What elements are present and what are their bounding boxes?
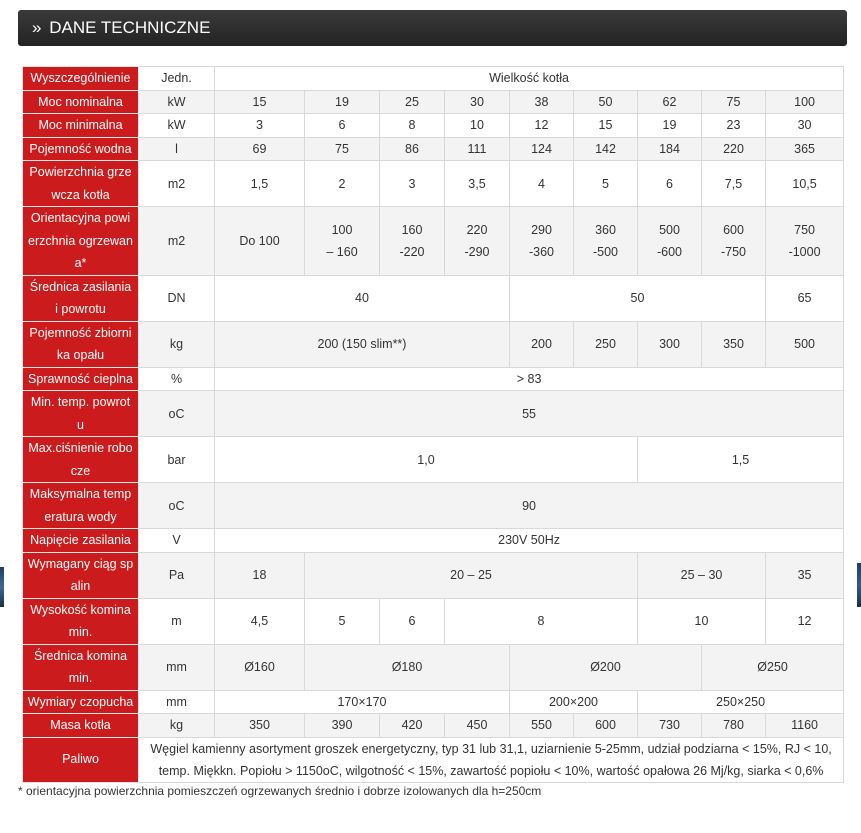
value-cell: 2 <box>305 161 380 207</box>
row-label: Wymagany ciąg sp alin <box>23 552 139 598</box>
value-cell: 7,5 <box>702 161 766 207</box>
row-label: Moc minimalna <box>23 114 139 138</box>
row-label: Paliwo <box>23 737 139 782</box>
table-row <box>23 737 844 782</box>
value-cell: 360 -500 <box>574 207 638 276</box>
table-row <box>23 207 844 276</box>
value-cell: 75 <box>305 137 380 161</box>
value-cell: 420 <box>380 714 445 738</box>
row-label: Wyszczególnienie <box>23 67 139 91</box>
value-cell: 100 <box>766 90 844 114</box>
unit-cell: kW <box>139 114 215 138</box>
value-cell: 18 <box>215 552 305 598</box>
value-cell: 124 <box>510 137 574 161</box>
value-cell: 100 – 160 <box>305 207 380 276</box>
value-cell: 19 <box>305 90 380 114</box>
value-cell: 200 (150 slim**) <box>215 321 510 367</box>
value-cell: 200 <box>510 321 574 367</box>
table-row <box>23 644 844 690</box>
table-row <box>23 367 844 391</box>
value-cell: 30 <box>766 114 844 138</box>
unit-cell: oC <box>139 391 215 437</box>
value-cell: 69 <box>215 137 305 161</box>
table-row <box>23 90 844 114</box>
value-cell: 200×200 <box>510 690 638 714</box>
value-cell: 10 <box>445 114 510 138</box>
value-cell: 3,5 <box>445 161 510 207</box>
unit-cell: Pa <box>139 552 215 598</box>
value-cell: 6 <box>380 598 445 644</box>
chevron-icon: » <box>32 18 42 37</box>
table-row <box>23 391 844 437</box>
row-label: Max.ciśnienie robo cze <box>23 437 139 483</box>
value-cell: 500 -600 <box>638 207 702 276</box>
value-cell: 250 <box>574 321 638 367</box>
value-cell: 25 – 30 <box>638 552 766 598</box>
value-cell: Ø160 <box>215 644 305 690</box>
value-cell: 390 <box>305 714 380 738</box>
fuel-description: Węgiel kamienny asortyment groszek energetyczny, typ 31 lub 31,1, uziarnienie 5-25mm, udział podziarna < 15%, RJ < 10, temp. Miękkn. Popiołu > 1150oC, wilgotność < 15%, zawartość popiołu < 10%, wartość opałowa 26 Mj/kg, siarka < 0,6% <box>139 737 844 782</box>
value-cell: 12 <box>766 598 844 644</box>
table-row <box>23 552 844 598</box>
table-row <box>23 483 844 529</box>
value-cell: 3 <box>215 114 305 138</box>
value-cell: 730 <box>638 714 702 738</box>
table-row <box>23 690 844 714</box>
row-label: Min. temp. powrot u <box>23 391 139 437</box>
right-edge-thumbnail <box>857 563 861 607</box>
value-cell: 142 <box>574 137 638 161</box>
unit-cell: mm <box>139 644 215 690</box>
value-cell: 90 <box>215 483 844 529</box>
value-cell: 8 <box>445 598 638 644</box>
row-label: Masa kotła <box>23 714 139 738</box>
value-cell: 3 <box>380 161 445 207</box>
table-row <box>23 137 844 161</box>
unit-cell: mm <box>139 690 215 714</box>
value-cell: 62 <box>638 90 702 114</box>
value-cell: 4,5 <box>215 598 305 644</box>
value-cell: 8 <box>380 114 445 138</box>
value-cell: 50 <box>574 90 638 114</box>
unit-cell: kW <box>139 90 215 114</box>
left-edge-thumbnail <box>0 567 4 607</box>
value-cell: 1,0 <box>215 437 638 483</box>
value-cell: 6 <box>305 114 380 138</box>
value-cell: 23 <box>702 114 766 138</box>
value-cell: 20 – 25 <box>305 552 638 598</box>
table-row <box>23 598 844 644</box>
value-cell: 160 -220 <box>380 207 445 276</box>
value-cell: 220 -290 <box>445 207 510 276</box>
value-cell: 12 <box>510 114 574 138</box>
value-cell: > 83 <box>215 367 844 391</box>
table-row <box>23 437 844 483</box>
unit-cell: oC <box>139 483 215 529</box>
row-label: Maksymalna temp eratura wody <box>23 483 139 529</box>
footnote: * orientacyjna powierzchnia pomieszczeń ogrzewanych średnio i dobrze izolowanych dla h=250cm <box>18 784 542 798</box>
unit-cell: bar <box>139 437 215 483</box>
value-cell: 55 <box>215 391 844 437</box>
value-cell: 15 <box>574 114 638 138</box>
value-cell: Do 100 <box>215 207 305 276</box>
value-cell: 4 <box>510 161 574 207</box>
value-cell: 5 <box>574 161 638 207</box>
value-cell: 500 <box>766 321 844 367</box>
value-cell: 184 <box>638 137 702 161</box>
unit-cell: m2 <box>139 161 215 207</box>
row-label: Orientacyjna powi erzchnia ogrzewan a* <box>23 207 139 276</box>
value-cell: 10 <box>638 598 766 644</box>
value-cell: 550 <box>510 714 574 738</box>
value-cell: 75 <box>702 90 766 114</box>
value-cell: 290 -360 <box>510 207 574 276</box>
boiler-size-header: Wielkość kotła <box>215 67 844 91</box>
unit-cell: m <box>139 598 215 644</box>
value-cell: 250×250 <box>638 690 844 714</box>
value-cell: 30 <box>445 90 510 114</box>
value-cell: 10,5 <box>766 161 844 207</box>
unit-cell: m2 <box>139 207 215 276</box>
table-row <box>23 321 844 367</box>
value-cell: 50 <box>510 275 766 321</box>
value-cell: 230V 50Hz <box>215 529 844 553</box>
table-row <box>23 714 844 738</box>
value-cell: 350 <box>702 321 766 367</box>
value-cell: 1,5 <box>215 161 305 207</box>
row-label: Wysokość komina min. <box>23 598 139 644</box>
section-title: DANE TECHNICZNE <box>49 18 211 37</box>
table-row <box>23 275 844 321</box>
value-cell: 365 <box>766 137 844 161</box>
unit-header: Jedn. <box>139 67 215 91</box>
row-label: Moc nominalna <box>23 90 139 114</box>
value-cell: 750 -1000 <box>766 207 844 276</box>
value-cell: 35 <box>766 552 844 598</box>
row-label: Pojemność wodna <box>23 137 139 161</box>
value-cell: 86 <box>380 137 445 161</box>
table-row <box>23 161 844 207</box>
value-cell: 1160 <box>766 714 844 738</box>
table-row <box>23 114 844 138</box>
row-label: Sprawność cieplna <box>23 367 139 391</box>
value-cell: 600 -750 <box>702 207 766 276</box>
unit-cell: V <box>139 529 215 553</box>
value-cell: 111 <box>445 137 510 161</box>
unit-cell: kg <box>139 321 215 367</box>
value-cell: Ø250 <box>702 644 844 690</box>
section-header <box>18 10 847 46</box>
unit-cell: DN <box>139 275 215 321</box>
value-cell: 780 <box>702 714 766 738</box>
row-label: Powierzchnia grze wcza kotła <box>23 161 139 207</box>
table-row <box>23 529 844 553</box>
value-cell: 19 <box>638 114 702 138</box>
unit-cell: l <box>139 137 215 161</box>
value-cell: Ø200 <box>510 644 702 690</box>
value-cell: 65 <box>766 275 844 321</box>
row-label: Napięcie zasilania <box>23 529 139 553</box>
value-cell: 5 <box>305 598 380 644</box>
unit-cell: kg <box>139 714 215 738</box>
value-cell: 40 <box>215 275 510 321</box>
value-cell: 25 <box>380 90 445 114</box>
row-label: Średnica zasilania i powrotu <box>23 275 139 321</box>
unit-cell: % <box>139 367 215 391</box>
value-cell: 300 <box>638 321 702 367</box>
value-cell: 220 <box>702 137 766 161</box>
value-cell: 350 <box>215 714 305 738</box>
value-cell: 6 <box>638 161 702 207</box>
value-cell: 170×170 <box>215 690 510 714</box>
row-label: Wymiary czopucha <box>23 690 139 714</box>
row-label: Pojemność zbiorni ka opału <box>23 321 139 367</box>
value-cell: Ø180 <box>305 644 510 690</box>
value-cell: 15 <box>215 90 305 114</box>
value-cell: 1,5 <box>638 437 844 483</box>
row-label: Średnica komina min. <box>23 644 139 690</box>
value-cell: 38 <box>510 90 574 114</box>
value-cell: 450 <box>445 714 510 738</box>
value-cell: 600 <box>574 714 638 738</box>
table-header-row <box>23 67 844 91</box>
technical-data-table <box>22 66 844 783</box>
